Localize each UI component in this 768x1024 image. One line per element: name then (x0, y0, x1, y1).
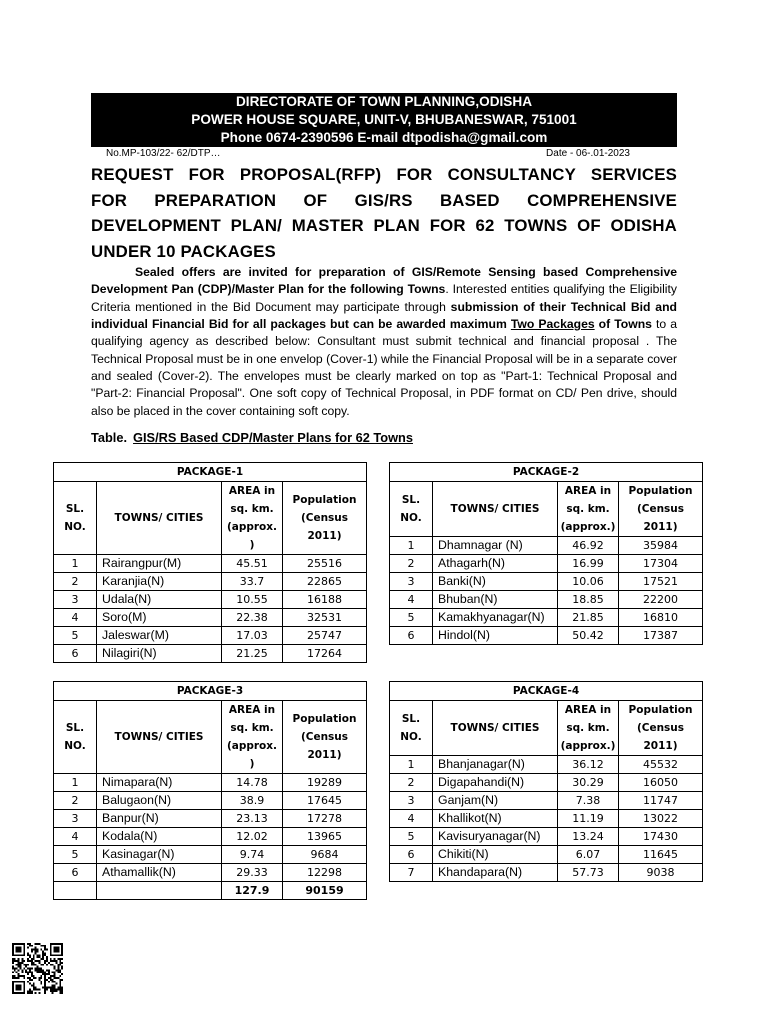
population-value: 9684 (283, 846, 367, 864)
package-table (53, 462, 367, 663)
col-header-area: AREA in sq. km. (approx. ) (222, 482, 283, 555)
population-value: 12298 (283, 864, 367, 882)
serial-number: 4 (390, 810, 433, 828)
org-contact: Phone 0674-2390596 E-mail dtpodisha@gmail.com (220, 130, 548, 145)
area-value: 6.07 (558, 846, 619, 864)
population-value: 16188 (283, 591, 367, 609)
col-header-towns: TOWNS/ CITIES (97, 701, 222, 774)
area-value: 33.7 (222, 573, 283, 591)
rfp-title (91, 162, 677, 264)
area-value: 11.19 (558, 810, 619, 828)
population-value: 9038 (619, 864, 703, 882)
population-value: 11747 (619, 792, 703, 810)
reference-line (91, 147, 677, 161)
serial-number: 3 (390, 573, 433, 591)
table-row (54, 828, 367, 846)
package-title: PACKAGE-1 (54, 463, 367, 482)
document-date: Date - 06-.01-2023 (546, 148, 630, 159)
table-caption-text: GIS/RS Based CDP/Master Plans for 62 Towns (133, 430, 413, 445)
serial-number: 6 (54, 645, 97, 663)
total-row (54, 882, 367, 900)
table-row (54, 792, 367, 810)
para-text-2: . Interested entities qualifying the Eligibility Criteria mentioned in the Bid Document may participate through (91, 282, 677, 314)
town-name: Bhuban(N) (433, 591, 558, 609)
area-value: 9.74 (222, 846, 283, 864)
title-line: DEVELOPMENT PLAN/ MASTER PLAN FOR 62 TOWNS OF ODISHA (91, 216, 677, 235)
title-line: UNDER 10 PACKAGES (91, 241, 276, 261)
area-value: 50.42 (558, 627, 619, 645)
total-area: 127.9 (222, 882, 283, 900)
town-name: Athamallik(N) (97, 864, 222, 882)
para-bold-5: of Towns (594, 317, 652, 332)
table-row (54, 591, 367, 609)
serial-number: 6 (54, 864, 97, 882)
area-value: 7.38 (558, 792, 619, 810)
col-header-sl: SL. NO. (390, 701, 433, 756)
population-value: 17387 (619, 627, 703, 645)
town-name: Balugaon(N) (97, 792, 222, 810)
table-caption (91, 430, 413, 446)
population-value: 17304 (619, 555, 703, 573)
area-value: 17.03 (222, 627, 283, 645)
package-title: PACKAGE-2 (390, 463, 703, 482)
org-name: DIRECTORATE OF TOWN PLANNING,ODISHA (235, 94, 533, 109)
table-row (390, 828, 703, 846)
col-header-population: Population (Census 2011) (283, 482, 367, 555)
area-value: 12.02 (222, 828, 283, 846)
serial-number: 3 (390, 792, 433, 810)
title-line: REQUEST FOR PROPOSAL(RFP) FOR CONSULTANCY SERVICES (91, 165, 677, 184)
serial-number: 6 (390, 627, 433, 645)
table-row (390, 537, 703, 555)
town-name: Hindol(N) (433, 627, 558, 645)
town-name: Nimapara(N) (97, 774, 222, 792)
col-header-towns: TOWNS/ CITIES (433, 701, 558, 756)
col-header-population: Population (Census 2011) (283, 701, 367, 774)
col-header-area: AREA in sq. km. (approx.) (558, 701, 619, 756)
town-name: Chikiti(N) (433, 846, 558, 864)
town-name: Khandapara(N) (433, 864, 558, 882)
table-row (54, 573, 367, 591)
table-row (390, 609, 703, 627)
population-value: 19289 (283, 774, 367, 792)
serial-number: 7 (390, 864, 433, 882)
package-table (389, 462, 703, 645)
area-value: 29.33 (222, 864, 283, 882)
town-name: Nilagiri(N) (97, 645, 222, 663)
town-name: Banpur(N) (97, 810, 222, 828)
population-value: 16810 (619, 609, 703, 627)
table-row (390, 573, 703, 591)
area-value: 14.78 (222, 774, 283, 792)
population-value: 17430 (619, 828, 703, 846)
area-value: 10.55 (222, 591, 283, 609)
col-header-area: AREA in sq. km. (approx. ) (222, 701, 283, 774)
population-value: 45532 (619, 756, 703, 774)
area-value: 22.38 (222, 609, 283, 627)
org-address: POWER HOUSE SQUARE, UNIT-V, BHUBANESWAR, 751001 (191, 112, 577, 127)
para-bold-3: submission of their Technical Bid and individual Financial Bid for all packages but can be awarded maximum (91, 299, 677, 332)
serial-number: 1 (54, 555, 97, 573)
population-value: 11645 (619, 846, 703, 864)
reference-number: No.MP-103/22- 62/DTP… (106, 148, 221, 159)
serial-number: 2 (54, 573, 97, 591)
town-name: Dhamnagar (N) (433, 537, 558, 555)
town-name: Athagarh(N) (433, 555, 558, 573)
serial-number: 1 (54, 774, 97, 792)
table-row (54, 609, 367, 627)
town-name: Digapahandi(N) (433, 774, 558, 792)
area-value: 46.92 (558, 537, 619, 555)
col-header-towns: TOWNS/ CITIES (433, 482, 558, 537)
area-value: 36.12 (558, 756, 619, 774)
table-row (390, 846, 703, 864)
town-name: Jaleswar(M) (97, 627, 222, 645)
table-row (54, 864, 367, 882)
serial-number: 2 (390, 774, 433, 792)
town-name: Karanjia(N) (97, 573, 222, 591)
area-value: 16.99 (558, 555, 619, 573)
table-row (54, 774, 367, 792)
population-value: 16050 (619, 774, 703, 792)
town-name: Bhanjanagar(N) (433, 756, 558, 774)
population-value: 17645 (283, 792, 367, 810)
serial-number: 4 (390, 591, 433, 609)
population-value: 17264 (283, 645, 367, 663)
table-row (54, 627, 367, 645)
table-row (390, 774, 703, 792)
table-row (390, 792, 703, 810)
town-name: Ganjam(N) (433, 792, 558, 810)
package-table (389, 681, 703, 882)
serial-number: 3 (54, 591, 97, 609)
package-table (53, 681, 367, 900)
area-value: 38.9 (222, 792, 283, 810)
town-name: Kavisuryanagar(N) (433, 828, 558, 846)
town-name: Udala(N) (97, 591, 222, 609)
population-value: 22865 (283, 573, 367, 591)
town-name: Kodala(N) (97, 828, 222, 846)
town-name: Rairangpur(M) (97, 555, 222, 573)
table-row (54, 645, 367, 663)
serial-number: 2 (390, 555, 433, 573)
para-bold-1: Sealed offers are invited for preparation of GIS/Remote Sensing based Comprehensive Development Pan (CDP)/Master Plan for the following Towns (91, 265, 677, 297)
area-value: 57.73 (558, 864, 619, 882)
para-underline-4: Two Packages (510, 317, 595, 332)
area-value: 21.25 (222, 645, 283, 663)
col-header-sl: SL. NO. (390, 482, 433, 537)
population-value: 35984 (619, 537, 703, 555)
table-row (390, 756, 703, 774)
total-population: 90159 (283, 882, 367, 900)
letterhead (91, 93, 677, 147)
invitation-paragraph (91, 264, 677, 420)
table-row (54, 810, 367, 828)
serial-number: 6 (390, 846, 433, 864)
population-value: 32531 (283, 609, 367, 627)
area-value: 10.06 (558, 573, 619, 591)
town-name: Kasinagar(N) (97, 846, 222, 864)
serial-number: 5 (390, 609, 433, 627)
area-value: 30.29 (558, 774, 619, 792)
qr-code-icon (10, 941, 65, 996)
col-header-population: Population (Census 2011) (619, 482, 703, 537)
town-name: Banki(N) (433, 573, 558, 591)
col-header-population: Population (Census 2011) (619, 701, 703, 756)
table-row (54, 846, 367, 864)
serial-number: 1 (390, 537, 433, 555)
package-title: PACKAGE-3 (54, 682, 367, 701)
serial-number: 2 (54, 792, 97, 810)
package-title: PACKAGE-4 (390, 682, 703, 701)
col-header-sl: SL. NO. (54, 482, 97, 555)
town-name: Kamakhyanagar(N) (433, 609, 558, 627)
area-value: 18.85 (558, 591, 619, 609)
col-header-area: AREA in sq. km. (approx.) (558, 482, 619, 537)
serial-number: 4 (54, 609, 97, 627)
title-line: FOR PREPARATION OF GIS/RS BASED COMPREHENSIVE (91, 190, 677, 210)
area-value: 23.13 (222, 810, 283, 828)
table-row (54, 555, 367, 573)
table-row (390, 810, 703, 828)
area-value: 13.24 (558, 828, 619, 846)
town-name: Khallikot(N) (433, 810, 558, 828)
serial-number: 5 (54, 846, 97, 864)
population-value: 25747 (283, 627, 367, 645)
population-value: 13965 (283, 828, 367, 846)
table-row (390, 627, 703, 645)
area-value: 21.85 (558, 609, 619, 627)
col-header-towns: TOWNS/ CITIES (97, 482, 222, 555)
serial-number: 1 (390, 756, 433, 774)
population-value: 22200 (619, 591, 703, 609)
town-name: Soro(M) (97, 609, 222, 627)
table-row (390, 555, 703, 573)
population-value: 17521 (619, 573, 703, 591)
serial-number: 4 (54, 828, 97, 846)
col-header-sl: SL. NO. (54, 701, 97, 774)
para-text-6: to a qualifying agency as described below: Consultant must submit technical and financial proposal . The Technical Proposal must be in one envelop (Cover-1) while the Financial Proposal will be in a separate cover and sealed (Cover-2). The envelopes must be clearly marked on top as "Part-1: Technical Proposal and "Part-2: Financial Proposal". One soft copy of Technical Proposal, in PDF format on CD/ Pen drive, should also be placed in the cover containing soft copy. (91, 317, 677, 418)
area-value: 45.51 (222, 555, 283, 573)
serial-number: 5 (390, 828, 433, 846)
serial-number: 5 (54, 627, 97, 645)
table-row (390, 591, 703, 609)
table-caption-label: Table. (91, 430, 128, 445)
table-row (390, 864, 703, 882)
population-value: 17278 (283, 810, 367, 828)
serial-number: 3 (54, 810, 97, 828)
population-value: 25516 (283, 555, 367, 573)
population-value: 13022 (619, 810, 703, 828)
